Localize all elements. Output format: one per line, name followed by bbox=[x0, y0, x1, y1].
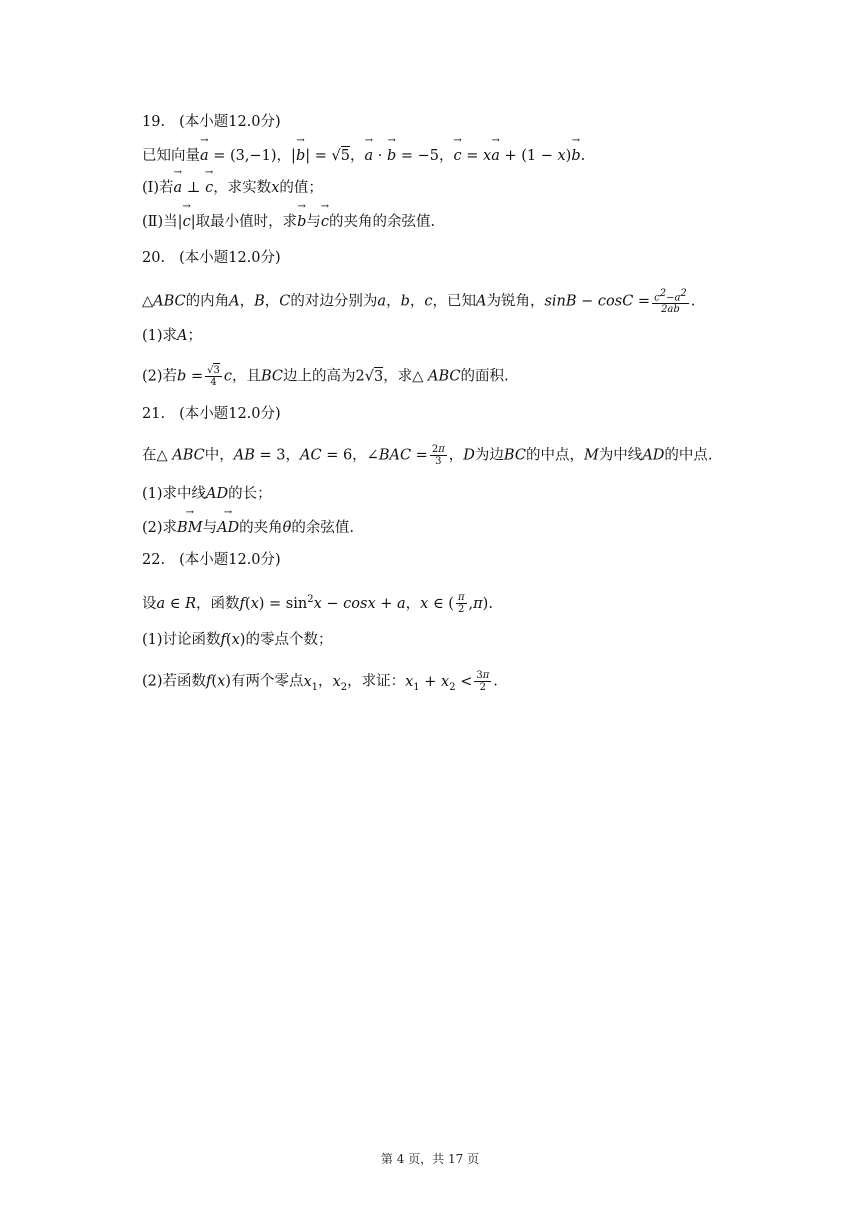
question-score-tag: (本小题12.0分) bbox=[179, 250, 281, 266]
question-22-header bbox=[142, 550, 281, 570]
question-number: 22. bbox=[142, 552, 166, 568]
question-19-header bbox=[142, 112, 281, 132]
question-score-tag: (本小题12.0分) bbox=[179, 406, 281, 422]
question-number: 19. bbox=[142, 114, 166, 130]
question-21-part-1: (1)求中线AD的长； bbox=[142, 486, 272, 502]
question-number: 20. bbox=[142, 250, 166, 266]
question-number: 21. bbox=[142, 406, 166, 422]
question-22-part-1: (1)讨论函数f(x)的零点个数； bbox=[142, 632, 333, 648]
question-20-header bbox=[142, 248, 281, 268]
question-22-stem: 设a ∈ R，函数$f(x) = \sin^2x - \cos x + a$，x ∈ ( $\frac{\pi}{2}$ ,π). bbox=[142, 592, 493, 616]
question-19-part-2: (Ⅱ)当|→ c|取最小值时，求→ b与→ c的夹角的余弦值. bbox=[142, 212, 435, 232]
question-20-stem: △ABC的内角A，B，C的对边分别为a，b，c，已知A为锐角，sinB − cosC = $\frac{c^2-a^2}{2ab}$ . bbox=[142, 288, 696, 316]
question-19-stem: 已知向量→ a = (3,−1)，|→ b| = √5，→ a · → b = −5，→ c = x→ a + (1 − x)→ b. bbox=[142, 146, 585, 166]
question-20-part-1: (1)求A； bbox=[142, 328, 203, 344]
question-21-part-2: (2)求→ BM与→ AD的夹角θ的余弦值. bbox=[142, 518, 354, 538]
question-22-part-2: (2)若函数f(x)有两个零点$x_1$，$x_2$，求证：$x_1 + x_2$ < $\frac{3\pi}{2}$ . bbox=[142, 670, 498, 693]
question-score-tag: (本小题12.0分) bbox=[179, 552, 281, 568]
question-19-part-1: (Ⅰ)若→ a ⊥ → c，求实数x的值； bbox=[142, 178, 323, 198]
page-footer: 第 4 页，共 17 页 bbox=[380, 1152, 480, 1166]
question-21-stem: 在△ ABC中，AB = 3，AC = 6，∠BAC = $\frac{2\pi}{3}$ ，D为边BC的中点，M为中线AD的中点. bbox=[142, 444, 713, 467]
question-21-header bbox=[142, 404, 281, 424]
question-score-tag: (本小题12.0分) bbox=[179, 114, 281, 130]
question-20-part-2: (2)若b = $\frac{√3}{4}$ c，且BC边上的高为2√3，求△ ABC的面积. bbox=[142, 365, 509, 388]
